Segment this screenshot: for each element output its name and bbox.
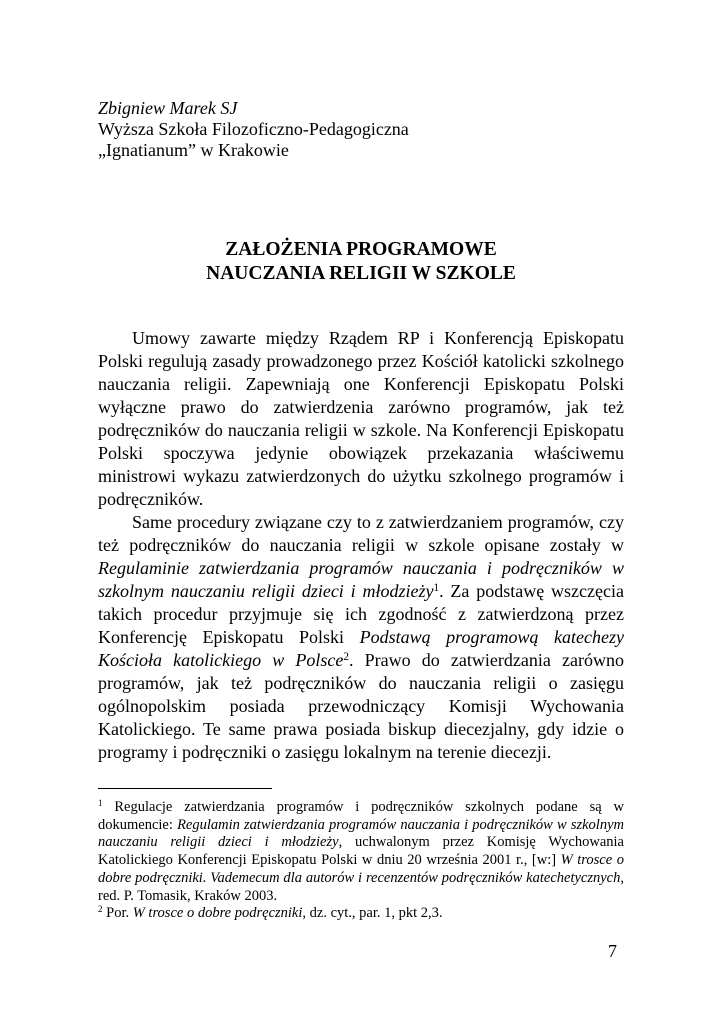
paragraph2-text3: . Prawo do zatwierdzania zarówno programów, jak też podręczników do nauczania religii o zasięgu ogólnopolskim posiada przewodniczący Komisji Wychowania Katolickiego. Te same prawa posiada biskup diecezjalny, gdy idzie o programy i podręczniki o zasięgu lokalnym na terenie diecezji. <box>98 650 624 762</box>
regulamin-title-italic: Regulaminie zatwierdzania programów nauczania i podręczników w szkolnym nauczaniu religii dzieci i młodzieży <box>98 558 624 601</box>
footnote-2-text2: , dz. cyt., par. 1, pkt 2,3. <box>302 905 443 922</box>
footnote-2-number: 2 <box>98 904 103 915</box>
footnote-1 <box>98 799 624 905</box>
author-block <box>98 98 409 161</box>
footnote-1-italic1: Regulamin zatwierdzania programów nauczania i podręczników w szkolnym nauczaniu religii dzieci i młodzieży <box>98 816 624 851</box>
page-number: 7 <box>608 941 617 961</box>
footnote-1-text3: , red. P. Tomasik, Kraków 2003. <box>98 869 624 904</box>
article-title <box>98 238 624 286</box>
footnote-1-italic2: W trosce o dobre podręczniki. Vademecum dla autorów i recenzentów podręczników katechetycznych <box>98 852 624 886</box>
footnotes <box>98 799 624 923</box>
footnote-divider <box>98 788 272 789</box>
footnote-ref-2: 2 <box>343 650 349 663</box>
podstawa-title-italic: Podstawą programową katechezy Kościoła katolickiego w Polsce <box>98 627 624 670</box>
title-line2: NAUCZANIA RELIGII W SZKOLE <box>206 263 516 284</box>
footnote-2-italic1: W trosce o dobre podręczniki <box>132 905 303 922</box>
footnote-ref-1: 1 <box>433 581 440 594</box>
author-name: Zbigniew Marek SJ <box>98 98 238 118</box>
paragraph2-text2: . Za podstawę wszczęcia takich procedur przyjmuje się ich zgodność z zatwierdzoną przez Konferencję Episkopatu Polski <box>98 581 624 647</box>
author-institution-line2: „Ignatianum” w Krakowie <box>98 140 289 160</box>
footnote-1-number: 1 <box>98 798 103 809</box>
title-line1: ZAŁOŻENIA PROGRAMOWE <box>225 239 497 260</box>
author-institution-line1: Wyższa Szkoła Filozoficzno-Pedagogiczna <box>98 119 409 139</box>
footnote-2 <box>98 905 624 923</box>
footnote-2-text1: Por. <box>102 905 133 922</box>
article-body <box>98 327 624 764</box>
paragraph2-text1: Same procedury związane czy to z zatwierdzaniem programów, czy też podręczników do nauczania religii w szkole opisane zostały w <box>98 512 624 555</box>
body-paragraph-2 <box>98 511 624 764</box>
footnote-1-text2: , uchwalonym przez Komisję Wychowania Katolickiego Konferencji Episkopatu Polski w dniu 20 września 2001 r., [w:] <box>98 834 624 869</box>
body-paragraph-1: Umowy zawarte między Rządem RP i Konferencją Episkopatu Polski regulują zasady prowadzonego przez Kościół katolicki szkolnego nauczania religii. Zapewniają one Konferencji Episkopatu Polski wyłączne prawo do zatwierdzenia zarówno programów, jak też podręczników do nauczania religii w szkole. Na Konferencji Episkopatu Polski spoczywa jedynie obowiązek przekazania właściwemu ministrowi wykazu zatwierdzonych do użytku szkolnego programów i podręczników. <box>98 328 624 509</box>
footnote-1-text1: Regulacje zatwierdzania programów i podręczników szkolnych podane są w dokumencie: <box>98 799 624 833</box>
